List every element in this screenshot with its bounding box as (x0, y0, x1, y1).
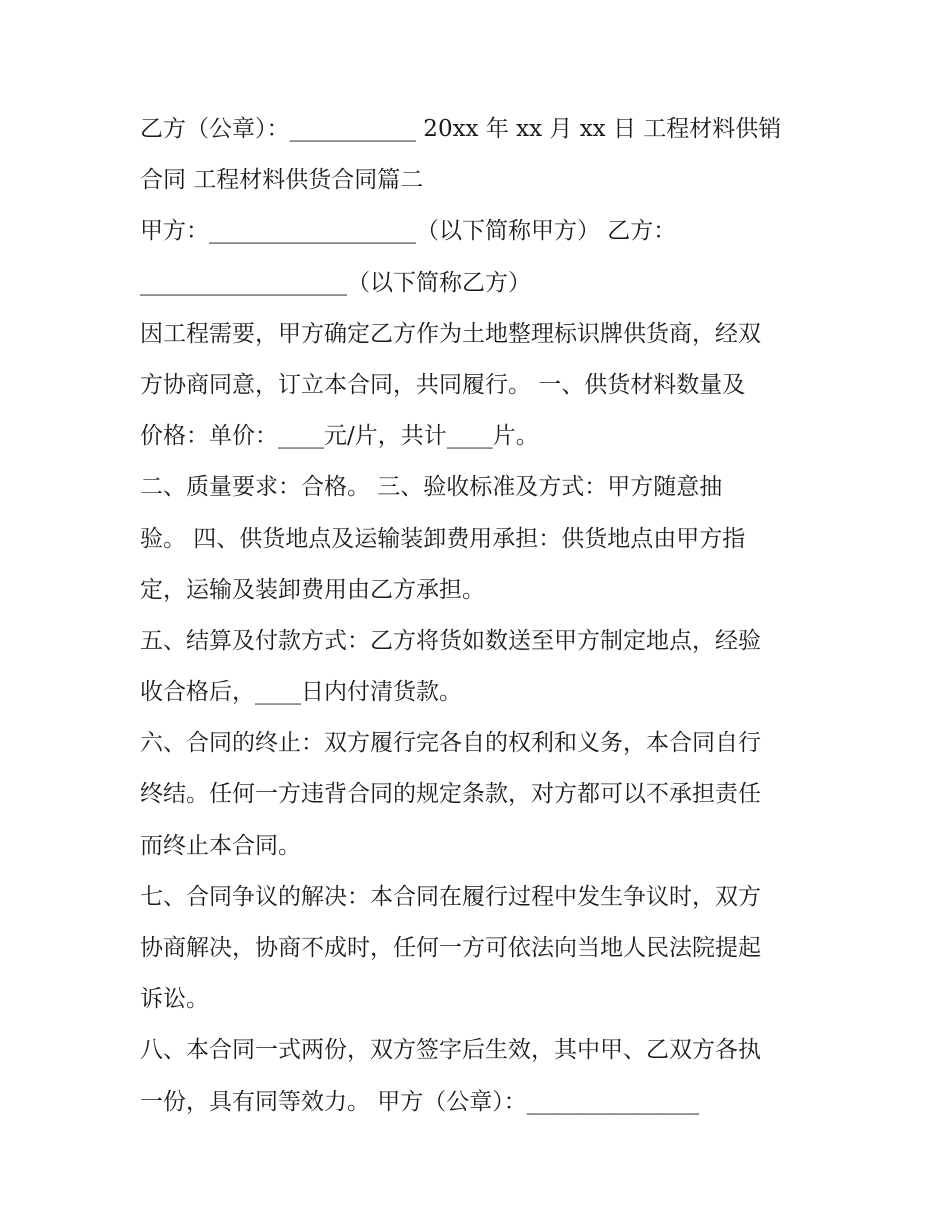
text-line: 因工程需要，甲方确定乙方作为土地整理标识牌供货商，经双 (140, 320, 761, 347)
text-line: 验。 四、供货地点及运输装卸费用承担：供货地点由甲方指 (140, 525, 746, 552)
text-line: 乙方（公章）：___________ 20xx 年 xx 月 xx 日 工程材料供销 (140, 116, 782, 142)
text-line: 五、结算及付款方式：乙方将货如数送至甲方制定地点，经验 (140, 627, 761, 654)
text-line: 价格：单价：____元/片，共计____片。 (140, 423, 539, 450)
text-line: 六、合同的终止：双方履行完各自的权利和义务，本合同自行 (140, 730, 761, 757)
text-line: 而终止本合同。 (140, 832, 301, 859)
text-line: 合同 工程材料供货合同篇二 (140, 167, 424, 194)
text-line: 二、质量要求：合格。 三、验收标准及方式：甲方随意抽 (140, 474, 723, 501)
text-line: 协商解决，协商不成时，任何一方可依法向当地人民法院提起 (140, 935, 761, 961)
text-line: 八、本合同一式两份，双方签字后生效，其中甲、乙双方各执 (140, 1037, 761, 1064)
text-line: 收合格后，____日内付清货款。 (140, 679, 462, 706)
text-line: 定，运输及装卸费用由乙方承担。 (140, 576, 485, 603)
text-line: __________________（以下简称乙方） (140, 269, 531, 296)
document-body (140, 104, 830, 1128)
text-line: 方协商同意，订立本合同，共同履行。 一、供货材料数量及 (140, 371, 746, 398)
text-line: 甲方：__________________（以下简称甲方） 乙方： (140, 218, 677, 245)
text-line: 终结。任何一方违背合同的规定条款，对方都可以不承担责任 (140, 781, 761, 808)
text-line: 七、合同争议的解决：本合同在履行过程中发生争议时，双方 (140, 883, 761, 910)
text-line: 诉讼。 (140, 986, 209, 1013)
text-line: 一份，具有同等效力。 甲方（公章）：_______________ (140, 1088, 700, 1115)
